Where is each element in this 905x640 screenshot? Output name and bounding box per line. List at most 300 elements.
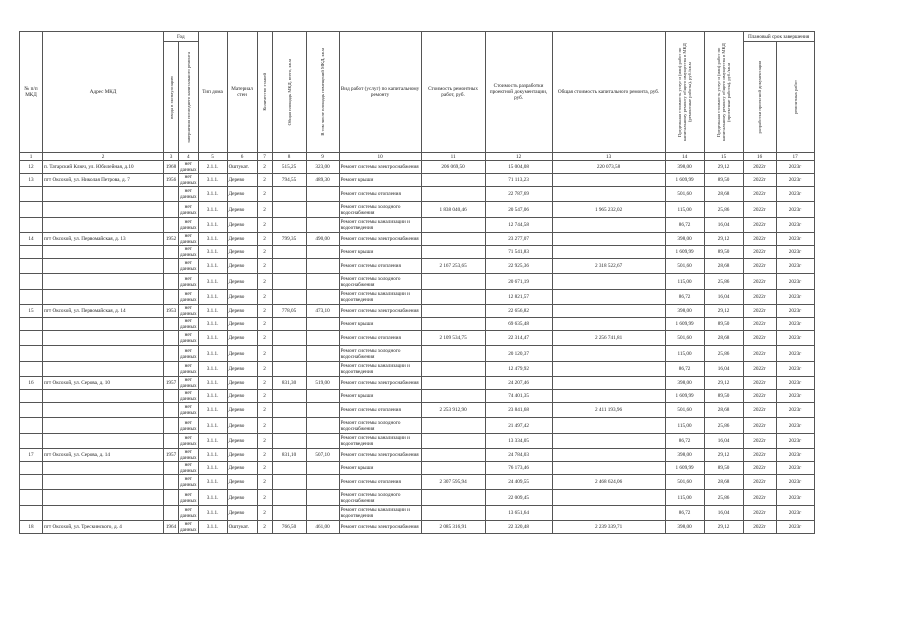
cell-premises-area (306, 246, 339, 259)
cell-year-last-repair: нет данных (180, 419, 197, 432)
header-house-type: Тип дома (198, 32, 227, 153)
cell-address (43, 187, 164, 202)
header-plan-repair: ремонтных работ (776, 42, 814, 153)
cell-repair-cost (421, 246, 485, 259)
column-number: 10 (339, 153, 421, 161)
cell-limit-design: 28,68 (704, 403, 743, 418)
cell-year-built: 1957 (164, 449, 179, 462)
cell-plan-repair: 2023г (776, 418, 814, 434)
cell-plan-design: 2022г (743, 390, 776, 403)
cell-limit-design: 89,50 (704, 174, 743, 187)
cell-wall-material: Дерево (227, 218, 257, 233)
cell-wall-material: Дерево (227, 506, 257, 521)
cell-floors: 2 (257, 202, 272, 218)
cell-premises-area (306, 418, 339, 434)
cell-wall-material: Дерево (227, 233, 257, 246)
cell-wall-material: Дерево (227, 418, 257, 434)
cell-work-type: Ремонт системы холодного водоснабжения (339, 274, 421, 290)
cell-year-built (164, 318, 179, 331)
cell-total-cost: 2 239 339,71 (552, 521, 665, 534)
cell-work-type: Ремонт системы отопления (339, 259, 421, 274)
cell-year-built (164, 331, 179, 346)
cell-house-type: 3.1.1. (198, 490, 227, 506)
cell-premises-area: 490,00 (306, 233, 339, 246)
cell-limit-design: 28,68 (704, 331, 743, 346)
cell-total-cost (552, 218, 665, 233)
cell-year-last-repair: нет данных (180, 174, 197, 186)
cell-limit-design: 16,04 (704, 506, 743, 521)
cell-total-area (272, 434, 306, 449)
cell-total-cost: 2 318 522,67 (552, 259, 665, 274)
cell-limit-design: 25,86 (704, 202, 743, 218)
cell-limit-design: 29,12 (704, 233, 743, 246)
cell-limit-repair: 86,72 (665, 506, 704, 521)
cell-wall-material: Дерево (227, 202, 257, 218)
cell-row-number (20, 274, 43, 290)
cell-plan-design: 2022г (743, 434, 776, 449)
cell-limit-design: 25,86 (704, 346, 743, 362)
cell-plan-design: 2022г (743, 403, 776, 418)
cell-total-cost: 2 256 741,81 (552, 331, 665, 346)
cell-floors: 2 (257, 187, 272, 202)
cell-row-number (20, 202, 43, 218)
cell-work-type: Ремонт системы канализации и водоотведения (339, 290, 421, 305)
cell-premises-area (306, 187, 339, 202)
cell-work-type: Ремонт крыши (339, 390, 421, 403)
cell-repair-cost (421, 506, 485, 521)
cell-premises-area (306, 403, 339, 418)
header-repair-cost: Стоимость ремонтных работ, руб. (421, 32, 485, 153)
table-row (20, 462, 815, 475)
cell-address (43, 418, 164, 434)
cell-year-built: 1952 (164, 233, 179, 246)
cell-total-area (272, 475, 306, 490)
cell-plan-repair: 2023г (776, 346, 814, 362)
cell-house-type: 3.1.1. (198, 246, 227, 259)
cell-row-number: 12 (20, 161, 43, 174)
cell-wall-material: Дерево (227, 318, 257, 331)
cell-year-built (164, 362, 179, 377)
cell-address (43, 490, 164, 506)
cell-total-cost (552, 390, 665, 403)
table-body (20, 161, 815, 534)
cell-year-last-repair: нет данных (180, 291, 197, 303)
cell-total-cost (552, 346, 665, 362)
header-area-premises: В том числе площадь помещений МКД, кв.м (306, 32, 339, 153)
cell-plan-design: 2022г (743, 490, 776, 506)
cell-total-cost: 2 468 624,06 (552, 475, 665, 490)
cell-floors: 2 (257, 403, 272, 418)
cell-plan-repair: 2023г (776, 174, 814, 187)
cell-plan-repair: 2023г (776, 362, 814, 377)
cell-design-cost: 22 320,48 (485, 521, 552, 534)
cell-year-last-repair: нет данных (180, 219, 197, 231)
cell-plan-design: 2022г (743, 318, 776, 331)
cell-house-type: 3.1.1. (198, 521, 227, 534)
cell-address: пгт Оксохой, ул. Николая Петрова, д. 7 (43, 174, 164, 187)
cell-total-area (272, 362, 306, 377)
cell-plan-repair: 2023г (776, 161, 814, 174)
cell-total-cost: 1 965 232,02 (552, 202, 665, 218)
cell-premises-area (306, 362, 339, 377)
table-row (20, 331, 815, 346)
cell-total-area (272, 274, 306, 290)
cell-floors: 2 (257, 246, 272, 259)
cell-year-last-repair: нет данных (180, 318, 197, 330)
cell-year-built (164, 490, 179, 506)
cell-limit-design: 25,86 (704, 274, 743, 290)
cell-premises-area (306, 434, 339, 449)
cell-wall-material: Оштукат. (227, 161, 257, 174)
cell-repair-cost (421, 377, 485, 390)
cell-work-type: Ремонт системы холодного водоснабжения (339, 418, 421, 434)
cell-wall-material: Дерево (227, 462, 257, 475)
cell-year-built (164, 506, 179, 521)
cell-year-built (164, 202, 179, 218)
cell-year-built: 1957 (164, 377, 179, 390)
cell-year-built (164, 434, 179, 449)
cell-premises-area (306, 506, 339, 521)
column-number: 15 (704, 153, 743, 161)
header-plan-period: Плановый срок завершения (743, 32, 814, 42)
header-wall-material: Материал стен (227, 32, 257, 153)
cell-premises-area: 519,00 (306, 377, 339, 390)
cell-limit-repair: 398,00 (665, 305, 704, 318)
cell-floors: 2 (257, 362, 272, 377)
cell-plan-design: 2022г (743, 305, 776, 318)
cell-total-area: 515,25 (272, 161, 306, 174)
table-header (20, 32, 815, 161)
cell-repair-cost (421, 418, 485, 434)
cell-plan-repair: 2023г (776, 331, 814, 346)
cell-wall-material: Дерево (227, 305, 257, 318)
cell-total-area: 778,05 (272, 305, 306, 318)
cell-design-cost: 21 497,42 (485, 418, 552, 434)
cell-premises-area: 507,10 (306, 449, 339, 462)
cell-floors: 2 (257, 390, 272, 403)
cell-wall-material: Оштукат. (227, 521, 257, 534)
cell-design-cost: 24 409,55 (485, 475, 552, 490)
cell-design-cost: 24 207,46 (485, 377, 552, 390)
cell-year-last-repair: нет данных (180, 233, 197, 245)
cell-year-built: 1968 (164, 161, 179, 174)
cell-plan-repair: 2023г (776, 521, 814, 534)
cell-plan-design: 2022г (743, 290, 776, 305)
cell-wall-material: Дерево (227, 490, 257, 506)
cell-plan-repair: 2023г (776, 506, 814, 521)
cell-row-number (20, 246, 43, 259)
cell-work-type: Ремонт системы электроснабжения (339, 377, 421, 390)
cell-premises-area: 489,30 (306, 174, 339, 187)
cell-design-cost: 13 651,64 (485, 506, 552, 521)
cell-limit-repair: 115,00 (665, 274, 704, 290)
cell-row-number: 17 (20, 449, 43, 462)
cell-total-area (272, 218, 306, 233)
cell-wall-material: Дерево (227, 390, 257, 403)
cell-plan-design: 2022г (743, 418, 776, 434)
cell-design-cost: 20 547,06 (485, 202, 552, 218)
cell-plan-repair: 2023г (776, 233, 814, 246)
cell-house-type: 3.1.1. (198, 462, 227, 475)
cell-plan-repair: 2023г (776, 475, 814, 490)
header-total-area: Общая площадь МКД, всего, кв.м (272, 32, 306, 153)
cell-row-number (20, 331, 43, 346)
cell-limit-repair: 115,00 (665, 202, 704, 218)
cell-repair-cost (421, 490, 485, 506)
cell-wall-material: Дерево (227, 290, 257, 305)
cell-house-type: 3.1.1. (198, 259, 227, 274)
cell-work-type: Ремонт системы электроснабжения (339, 449, 421, 462)
cell-house-type: 3.1.1. (198, 274, 227, 290)
cell-year-built (164, 462, 179, 475)
cell-limit-repair: 1 609,99 (665, 318, 704, 331)
cell-design-cost: 15 004,08 (485, 161, 552, 174)
cell-row-number (20, 490, 43, 506)
cell-total-cost (552, 274, 665, 290)
cell-total-area: 799,35 (272, 233, 306, 246)
cell-design-cost: 22 314,47 (485, 331, 552, 346)
cell-design-cost: 71 541,83 (485, 246, 552, 259)
cell-row-number (20, 187, 43, 202)
cell-work-type: Ремонт системы холодного водоснабжения (339, 202, 421, 218)
cell-premises-area (306, 290, 339, 305)
cell-row-number (20, 290, 43, 305)
cell-limit-repair: 1 609,99 (665, 462, 704, 475)
cell-total-area: 831,30 (272, 377, 306, 390)
repair-program-table (19, 31, 815, 534)
cell-address (43, 290, 164, 305)
cell-year-built (164, 187, 179, 202)
cell-house-type: 3.1.1. (198, 362, 227, 377)
cell-repair-cost (421, 290, 485, 305)
cell-repair-cost (421, 390, 485, 403)
cell-wall-material: Дерево (227, 449, 257, 462)
cell-floors: 2 (257, 346, 272, 362)
cell-floors: 2 (257, 305, 272, 318)
column-number: 13 (552, 153, 665, 161)
cell-total-area (272, 202, 306, 218)
cell-total-cost (552, 449, 665, 462)
cell-year-built (164, 246, 179, 259)
table-row (20, 161, 815, 174)
cell-floors: 2 (257, 475, 272, 490)
cell-total-area (272, 403, 306, 418)
cell-floors: 2 (257, 331, 272, 346)
cell-total-area (272, 318, 306, 331)
cell-plan-repair: 2023г (776, 187, 814, 202)
table-row (20, 490, 815, 506)
cell-premises-area (306, 490, 339, 506)
cell-total-area (272, 259, 306, 274)
cell-house-type: 3.1.1. (198, 305, 227, 318)
cell-floors: 2 (257, 449, 272, 462)
cell-limit-design: 29,12 (704, 305, 743, 318)
cell-repair-cost: 2 109 534,75 (421, 331, 485, 346)
table-row (20, 418, 815, 434)
cell-total-area (272, 390, 306, 403)
cell-limit-design: 89,50 (704, 246, 743, 259)
cell-limit-repair: 398,00 (665, 449, 704, 462)
cell-limit-design: 89,50 (704, 318, 743, 331)
table-row (20, 187, 815, 202)
cell-limit-repair: 1 609,99 (665, 246, 704, 259)
cell-year-last-repair: нет данных (180, 377, 197, 389)
cell-wall-material: Дерево (227, 174, 257, 187)
column-number: 11 (421, 153, 485, 161)
cell-house-type: 3.1.1. (198, 475, 227, 490)
cell-wall-material: Дерево (227, 331, 257, 346)
column-number: 14 (665, 153, 704, 161)
cell-work-type: Ремонт системы электроснабжения (339, 305, 421, 318)
cell-wall-material: Дерево (227, 434, 257, 449)
cell-total-cost (552, 418, 665, 434)
cell-house-type: 2.1.1. (198, 161, 227, 174)
cell-plan-design: 2022г (743, 362, 776, 377)
cell-work-type: Ремонт системы холодного водоснабжения (339, 346, 421, 362)
cell-total-cost: 220 073,58 (552, 161, 665, 174)
cell-limit-repair: 115,00 (665, 346, 704, 362)
table-row (20, 218, 815, 233)
header-work-type: Вид работ (услуг) по капитальному ремонту (339, 32, 421, 153)
cell-wall-material: Дерево (227, 246, 257, 259)
cell-floors: 2 (257, 274, 272, 290)
cell-limit-repair: 398,00 (665, 161, 704, 174)
cell-limit-design: 29,12 (704, 521, 743, 534)
cell-year-last-repair: нет данных (180, 161, 197, 173)
cell-year-built (164, 418, 179, 434)
cell-total-cost (552, 174, 665, 187)
cell-row-number (20, 434, 43, 449)
cell-limit-design: 16,04 (704, 362, 743, 377)
cell-repair-cost (421, 233, 485, 246)
cell-work-type: Ремонт системы отопления (339, 187, 421, 202)
cell-total-cost (552, 434, 665, 449)
table-row (20, 377, 815, 390)
cell-year-last-repair: нет данных (180, 507, 197, 519)
cell-work-type: Ремонт крыши (339, 318, 421, 331)
header-floors: Количество этажей (257, 32, 272, 153)
cell-house-type: 3.1.1. (198, 233, 227, 246)
cell-limit-design: 89,50 (704, 390, 743, 403)
cell-house-type: 3.1.1. (198, 390, 227, 403)
cell-total-area (272, 187, 306, 202)
cell-year-last-repair: нет данных (180, 275, 197, 288)
cell-limit-design: 25,86 (704, 418, 743, 434)
cell-total-area: 766,50 (272, 521, 306, 534)
cell-plan-repair: 2023г (776, 390, 814, 403)
cell-house-type: 3.1.1. (198, 202, 227, 218)
cell-design-cost: 12 821,57 (485, 290, 552, 305)
cell-address (43, 390, 164, 403)
cell-premises-area (306, 259, 339, 274)
cell-plan-repair: 2023г (776, 246, 814, 259)
cell-repair-cost: 2 307 595,94 (421, 475, 485, 490)
cell-year-built (164, 259, 179, 274)
cell-year-last-repair: нет данных (180, 476, 197, 488)
cell-address (43, 346, 164, 362)
cell-wall-material: Дерево (227, 187, 257, 202)
cell-row-number: 18 (20, 521, 43, 534)
cell-limit-design: 28,68 (704, 475, 743, 490)
table-row (20, 290, 815, 305)
cell-design-cost: 12 744,58 (485, 218, 552, 233)
cell-limit-repair: 501,60 (665, 259, 704, 274)
cell-total-cost (552, 362, 665, 377)
cell-floors: 2 (257, 174, 272, 187)
cell-plan-design: 2022г (743, 174, 776, 187)
header-design-cost: Стоимость разработки проектной документации, руб. (485, 32, 552, 153)
cell-address (43, 318, 164, 331)
column-number: 5 (198, 153, 227, 161)
cell-row-number: 16 (20, 377, 43, 390)
cell-year-last-repair: нет данных (180, 404, 197, 416)
cell-limit-design: 29,12 (704, 377, 743, 390)
cell-repair-cost (421, 462, 485, 475)
cell-repair-cost (421, 187, 485, 202)
cell-limit-repair: 501,60 (665, 187, 704, 202)
cell-house-type: 3.1.1. (198, 318, 227, 331)
cell-design-cost: 12 479,92 (485, 362, 552, 377)
cell-total-cost (552, 246, 665, 259)
cell-year-built (164, 274, 179, 290)
cell-address (43, 218, 164, 233)
cell-address (43, 462, 164, 475)
cell-row-number (20, 475, 43, 490)
cell-premises-area (306, 475, 339, 490)
cell-plan-design: 2022г (743, 202, 776, 218)
cell-address (43, 475, 164, 490)
header-address: Адрес МКД (43, 32, 164, 153)
cell-design-cost: 22 787,69 (485, 187, 552, 202)
cell-limit-design: 16,04 (704, 290, 743, 305)
cell-year-built: 1953 (164, 305, 179, 318)
cell-house-type: 3.1.1. (198, 506, 227, 521)
cell-premises-area: 461,00 (306, 521, 339, 534)
cell-repair-cost (421, 305, 485, 318)
cell-limit-repair: 398,00 (665, 233, 704, 246)
cell-design-cost: 23 841,68 (485, 403, 552, 418)
cell-premises-area (306, 346, 339, 362)
table-row (20, 318, 815, 331)
cell-total-cost (552, 377, 665, 390)
cell-wall-material: Дерево (227, 274, 257, 290)
table-row (20, 274, 815, 290)
cell-total-cost (552, 462, 665, 475)
cell-work-type: Ремонт системы отопления (339, 403, 421, 418)
cell-plan-design: 2022г (743, 521, 776, 534)
cell-design-cost: 13 334,05 (485, 434, 552, 449)
cell-wall-material: Дерево (227, 346, 257, 362)
cell-year-built: 1956 (164, 174, 179, 187)
cell-premises-area (306, 331, 339, 346)
cell-limit-repair: 1 609,99 (665, 174, 704, 187)
cell-total-cost: 2 411 193,96 (552, 403, 665, 418)
cell-total-area: 794,55 (272, 174, 306, 187)
cell-plan-repair: 2023г (776, 462, 814, 475)
cell-floors: 2 (257, 290, 272, 305)
cell-year-last-repair: нет данных (180, 260, 197, 272)
cell-total-area (272, 331, 306, 346)
cell-row-number: 15 (20, 305, 43, 318)
cell-premises-area (306, 202, 339, 218)
cell-design-cost: 74 401,35 (485, 390, 552, 403)
cell-repair-cost (421, 318, 485, 331)
cell-year-last-repair: нет данных (180, 347, 197, 360)
cell-repair-cost: 2 167 253,65 (421, 259, 485, 274)
cell-repair-cost: 2 253 912,90 (421, 403, 485, 418)
cell-premises-area (306, 462, 339, 475)
header-total-cost: Общая стоимость капитального ремонта, руб. (552, 32, 665, 153)
